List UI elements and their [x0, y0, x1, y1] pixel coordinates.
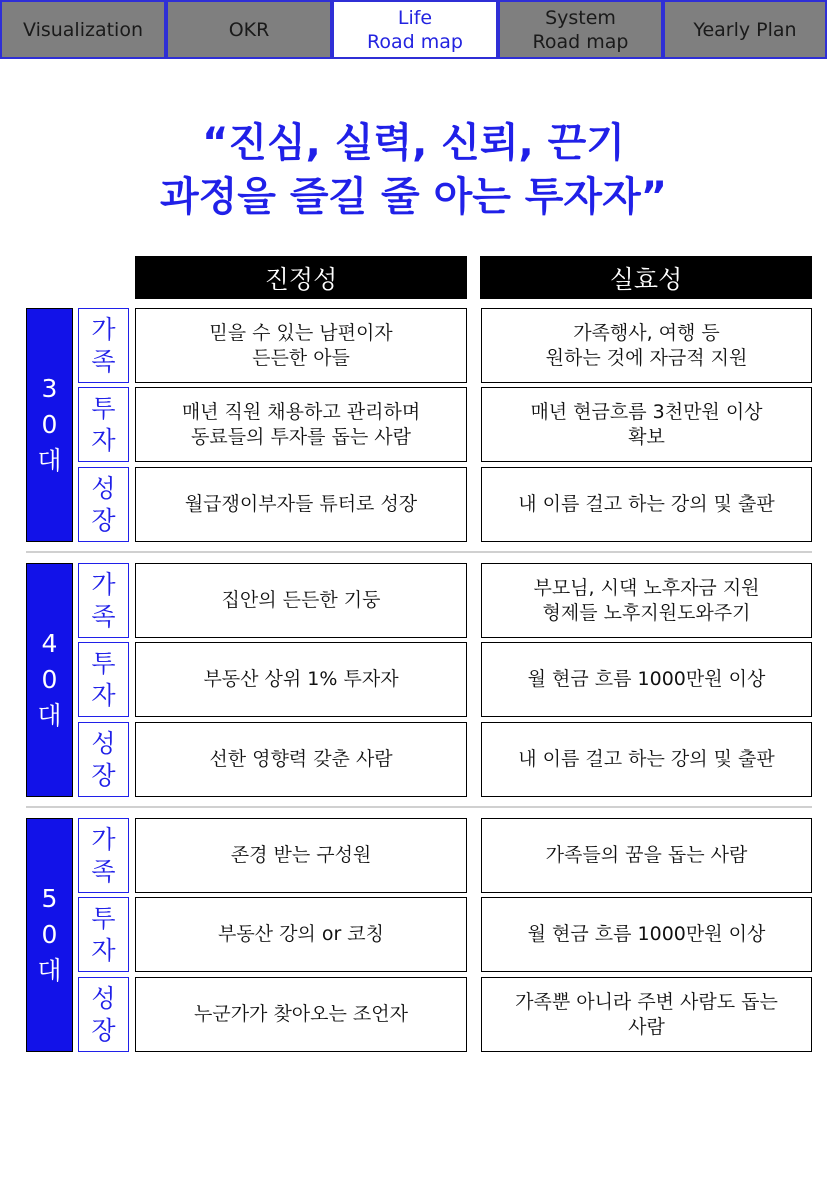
- title-line-2: 과정을 즐길 줄 아는 투자자”: [159, 174, 668, 220]
- category-label: 가족: [91, 824, 116, 886]
- title-line-1: “진심, 실력, 신뢰, 끈기: [202, 120, 625, 166]
- tab-system-road-map[interactable]: [498, 0, 663, 59]
- tab-label: Visualization: [22, 18, 143, 41]
- category-investment: [78, 897, 129, 972]
- category-growth: [78, 977, 129, 1052]
- effectiveness-cell: [481, 642, 812, 717]
- tab-yearly-plan[interactable]: [663, 0, 827, 59]
- category-growth: [78, 467, 129, 542]
- category-label: 가족: [91, 314, 116, 376]
- authenticity-cell: [135, 387, 467, 462]
- category-label: 투자: [91, 648, 116, 710]
- tab-life-road-map[interactable]: [332, 0, 498, 59]
- cell-text: 부모님, 시댁 노후자금 지원 형제들 노후지원도와주기: [533, 576, 760, 624]
- category-label: 성장: [91, 473, 116, 535]
- tab-label: OKR: [228, 18, 270, 41]
- authenticity-cell: [135, 897, 467, 972]
- cell-text: 가족뿐 아니라 주변 사람도 돕는 사람: [515, 990, 778, 1038]
- cell-text: 부동산 강의 or 코칭: [217, 923, 385, 945]
- tab-label: System Road map: [532, 6, 629, 53]
- tab-visualization[interactable]: [0, 0, 166, 59]
- cell-text: 매년 직원 채용하고 관리하며 동료들의 투자를 돕는 사람: [181, 400, 421, 448]
- category-label: 성장: [91, 983, 116, 1045]
- category-family: [78, 308, 129, 383]
- tab-bar: [0, 0, 827, 59]
- cell-text: 선한 영향력 갖춘 사람: [209, 748, 393, 770]
- cell-text: 월 현금 흐름 1000만원 이상: [527, 923, 766, 945]
- category-label: 성장: [91, 728, 116, 790]
- cell-text: 부동산 상위 1% 투자자: [203, 668, 399, 690]
- decade-label: 40대: [37, 629, 62, 730]
- category-investment: [78, 387, 129, 462]
- effectiveness-cell: [481, 818, 812, 893]
- decade-50s: [26, 818, 73, 1052]
- authenticity-cell: [135, 467, 467, 542]
- category-growth: [78, 722, 129, 797]
- authenticity-cell: [135, 308, 467, 383]
- category-family: [78, 818, 129, 893]
- effectiveness-cell: [481, 563, 812, 638]
- category-label: 가족: [91, 569, 116, 631]
- cell-text: 월급쟁이부자들 튜터로 성장: [184, 493, 418, 515]
- category-family: [78, 563, 129, 638]
- cell-text: 존경 받는 구성원: [230, 844, 372, 866]
- authenticity-cell: [135, 977, 467, 1052]
- authenticity-cell: [135, 818, 467, 893]
- decade-40s: [26, 563, 73, 797]
- effectiveness-cell: [481, 722, 812, 797]
- decade-30s: [26, 308, 73, 542]
- cell-text: 월 현금 흐름 1000만원 이상: [527, 668, 766, 690]
- effectiveness-cell: [481, 387, 812, 462]
- page-title: [0, 116, 827, 224]
- cell-text: 믿을 수 있는 남편이자 든든한 아들: [209, 321, 393, 369]
- authenticity-cell: [135, 722, 467, 797]
- effectiveness-cell: [481, 977, 812, 1052]
- cell-text: 누군가가 찾아오는 조언자: [194, 1003, 408, 1025]
- tab-label: Life Road map: [367, 6, 463, 53]
- cell-text: 내 이름 걸고 하는 강의 및 출판: [518, 748, 775, 770]
- decade-label: 50대: [37, 884, 62, 985]
- effectiveness-cell: [481, 897, 812, 972]
- category-label: 투자: [91, 903, 116, 965]
- authenticity-cell: [135, 642, 467, 717]
- effectiveness-cell: [481, 308, 812, 383]
- cell-text: 내 이름 걸고 하는 강의 및 출판: [518, 493, 775, 515]
- decade-label: 30대: [37, 374, 62, 475]
- cell-text: 매년 현금흐름 3천만원 이상 확보: [530, 400, 763, 448]
- section-divider: [26, 806, 812, 808]
- column-header-authenticity: 진정성: [135, 256, 467, 299]
- authenticity-cell: [135, 563, 467, 638]
- tab-okr[interactable]: [166, 0, 332, 59]
- category-investment: [78, 642, 129, 717]
- cell-text: 집안의 든든한 기둥: [221, 589, 381, 611]
- column-header-effectiveness: 실효성: [480, 256, 812, 299]
- section-divider: [26, 551, 812, 553]
- cell-text: 가족들의 꿈을 돕는 사람: [545, 844, 748, 866]
- category-label: 투자: [91, 393, 116, 455]
- tab-label: Yearly Plan: [693, 18, 797, 41]
- cell-text: 가족행사, 여행 등 원하는 것에 자금적 지원: [545, 321, 748, 369]
- effectiveness-cell: [481, 467, 812, 542]
